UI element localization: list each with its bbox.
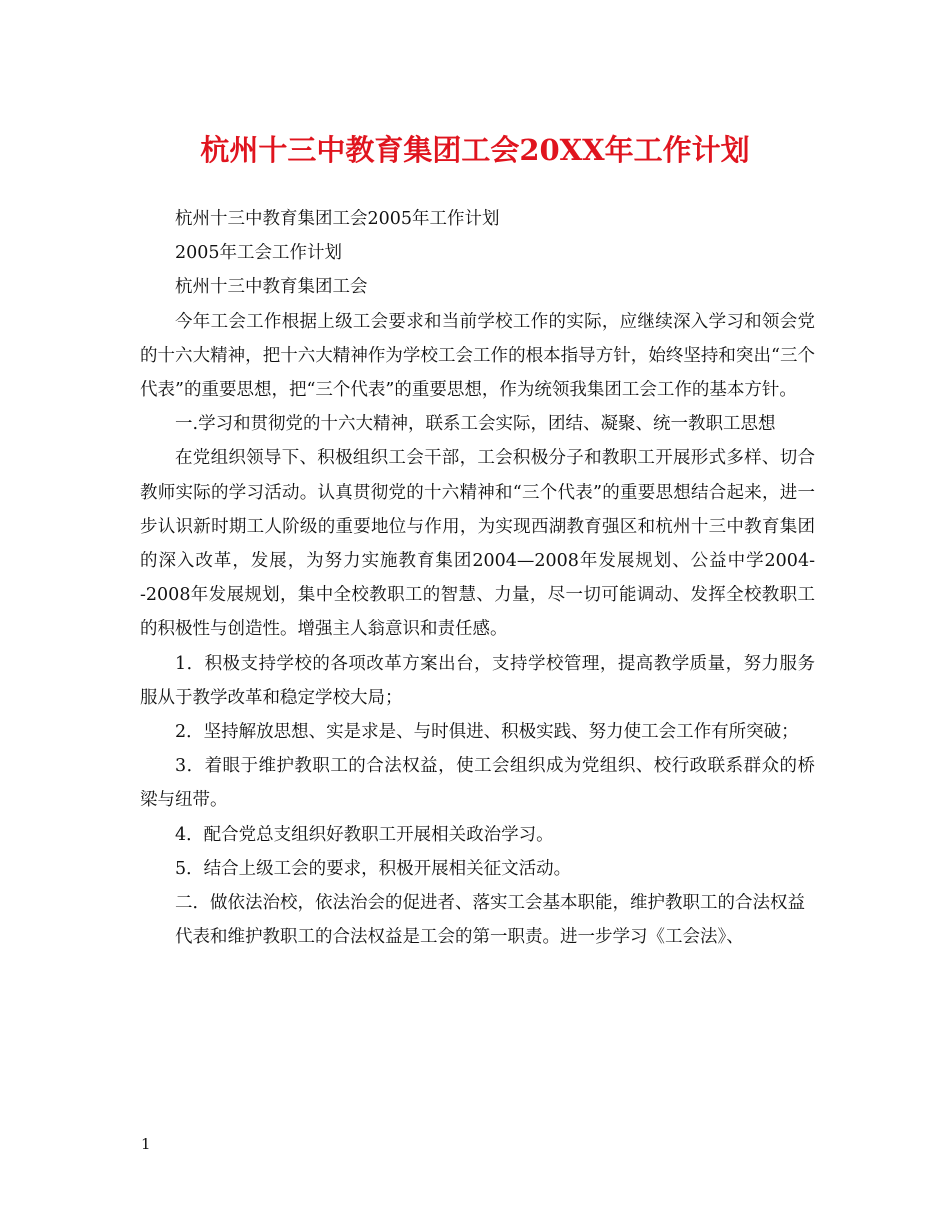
document-body	[140, 202, 815, 954]
page-number: 1	[141, 1135, 151, 1153]
document-title: 杭州十三中教育集团工会20XX年工作计划	[200, 133, 750, 167]
paragraph-intro: 今年工会工作根据上级工会要求和当前学校工作的实际，应继续深入学习和领会党的十六大精神，把十六大精神作为学校工会工作的根本指导方针，始终坚持和突出“三个代表”的重要思想，把“三个代表”的重要思想，作为统领我集团工会工作的基本方针。	[140, 311, 815, 401]
paragraph-section-2: 代表和维护教职工的合法权益是工会的第一职责。进一步学习《工会法》、	[175, 927, 744, 948]
section-heading-1: 一.学习和贯彻党的十六大精神，联系工会实际，团结、凝聚、统一教职工思想	[175, 414, 776, 435]
section-heading-2: 二．做依法治校，依法治会的促进者、落实工会基本职能，维护教职工的合法权益	[175, 893, 805, 914]
list-item-2: 2．坚持解放思想、实是求是、与时俱进、积极实践、努力使工会工作有所突破；	[175, 722, 799, 743]
paragraph-heading-2: 2005年工会工作计划	[175, 243, 343, 264]
paragraph-section-1: 在党组织领导下、积极组织工会干部，工会积极分子和教职工开展形式多样、切合教师实际的学习活动。认真贯彻党的十六精神和“三个代表”的重要思想结合起来，进一步认识新时期工人阶级的重要地位与作用，为实现西湖教育强区和杭州十三中教育集团的深入改革，发展，为努力实施教育集团2004—2008年发展规划、公益中学2004--2008年发展规划，集中全校教职工的智慧、力量，尽一切可能调动、发挥全校教职工的积极性与创造性。增强主人翁意识和责任感。	[140, 448, 815, 640]
paragraph-heading-1: 杭州十三中教育集团工会2005年工作计划	[175, 209, 500, 229]
list-item-3: 3．着眼于维护教职工的合法权益，使工会组织成为党组织、校行政联系群众的桥梁与纽带。	[140, 756, 815, 811]
list-item-4: 4．配合党总支组织好教职工开展相关政治学习。	[175, 824, 554, 845]
paragraph-heading-3: 杭州十三中教育集团工会	[175, 277, 368, 298]
list-item-5: 5．结合上级工会的要求，积极开展相关征文活动。	[175, 858, 572, 879]
list-item-1: 1．积极支持学校的各项改革方案出台，支持学校管理，提高教学质量，努力服务服从于教学改革和稳定学校大局；	[140, 653, 815, 708]
